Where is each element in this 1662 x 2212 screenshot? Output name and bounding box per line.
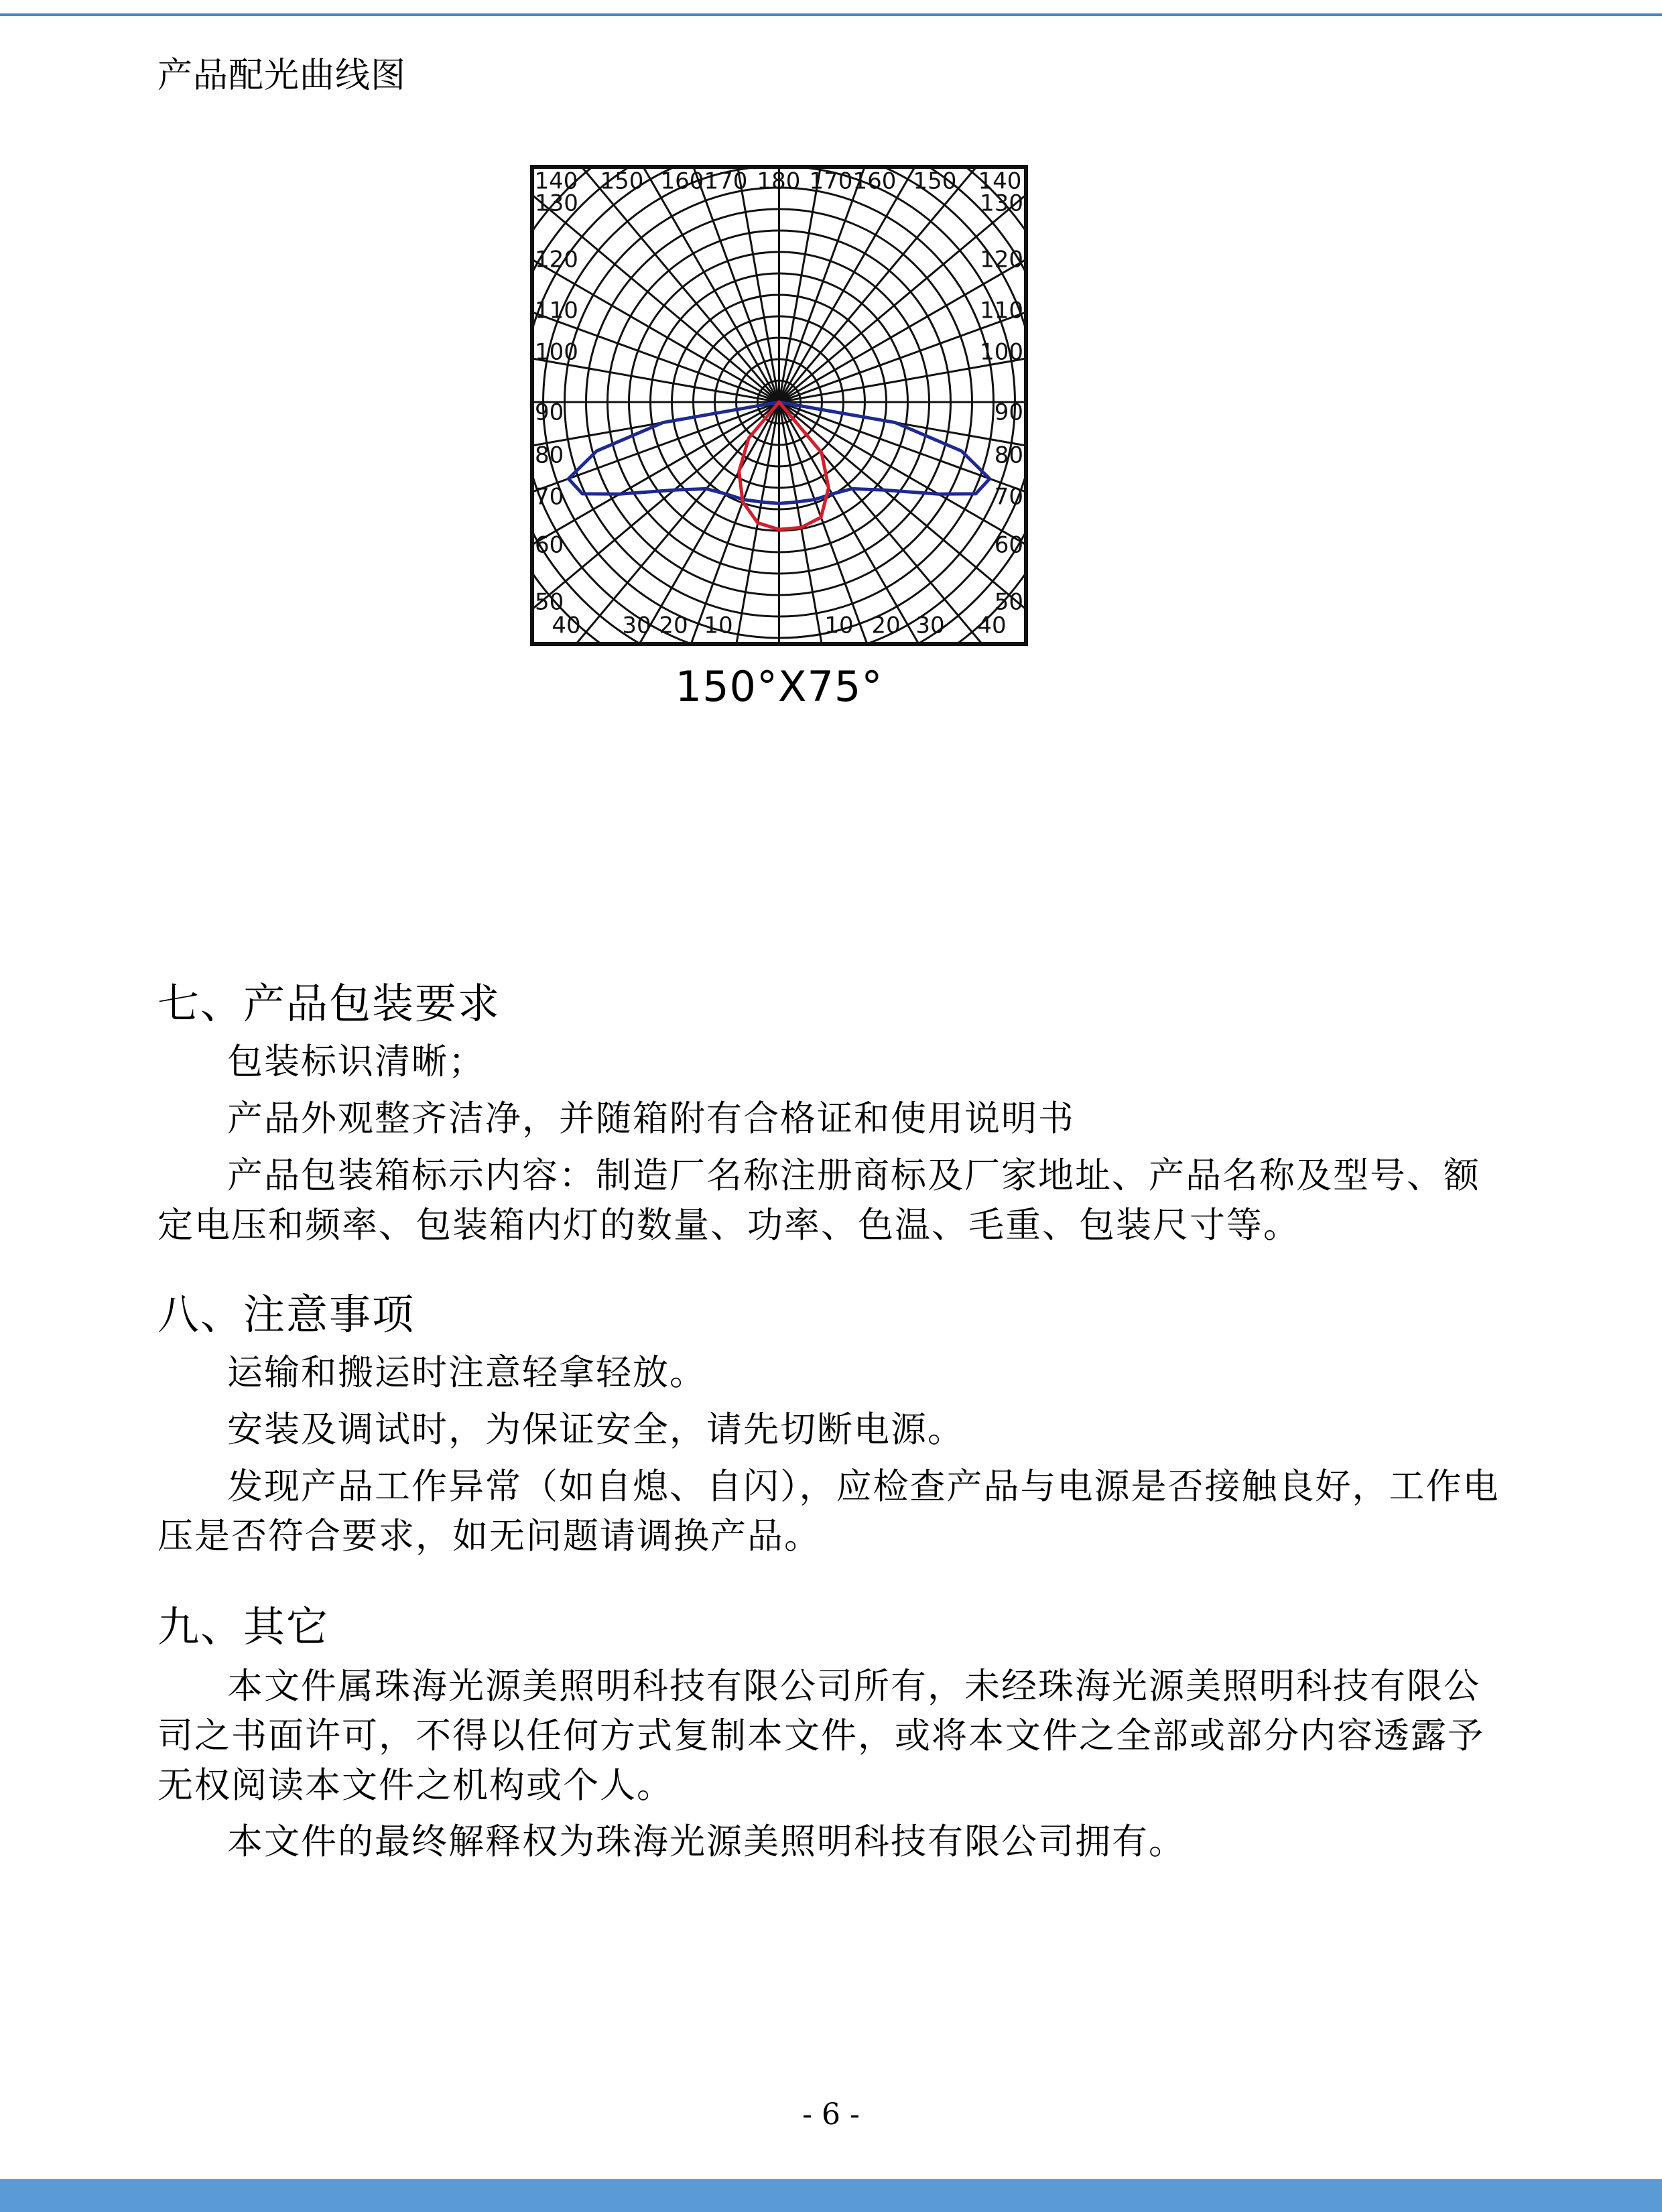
angle-label-right: 120 — [980, 246, 1023, 273]
angle-label-right: 50 — [994, 588, 1023, 616]
angle-label-right: 130 — [980, 190, 1023, 217]
paragraph: 包装标识清晰； — [227, 1041, 485, 1082]
angle-label-right: 70 — [994, 483, 1023, 511]
paragraph: 产品包装箱标示内容：制造厂名称注册商标及厂家地址、产品名称及型号、额定电压和频率、包装箱内灯的数量、功率、色温、毛重、包装尺寸等。 — [157, 1155, 1480, 1246]
paragraph: 运输和搬运时注意轻拿轻放。 — [227, 1352, 706, 1393]
angle-label-top: 170 — [704, 168, 748, 195]
paragraph: 发现产品工作异常（如自熄、自闪），应检查产品与电源是否接触良好，工作电压是否符合要求，如无问题请调换产品。 — [157, 1466, 1500, 1557]
angle-label-bottom: 30 — [622, 612, 651, 639]
angle-label-bottom: 20 — [659, 612, 688, 639]
angle-label-left: 130 — [535, 190, 578, 217]
section-title-packaging: 七、产品包装要求 — [157, 979, 501, 1028]
figure-caption: 产品配光曲线图 — [157, 56, 407, 96]
angle-label-top: 140 — [534, 168, 578, 195]
angle-label-right: 60 — [994, 531, 1023, 559]
page-number: - 6 - — [802, 2097, 860, 2132]
angle-label-top: 160 — [660, 168, 704, 195]
angle-label-left: 50 — [535, 588, 564, 616]
angle-label-top: 150 — [913, 168, 957, 195]
angle-label-bottom: 20 — [871, 612, 901, 639]
angle-label-bottom: 10 — [824, 612, 854, 639]
angle-label-right: 110 — [980, 297, 1023, 324]
angle-label-left: 80 — [535, 442, 564, 469]
angle-label-right: 100 — [980, 338, 1023, 366]
polar-chart — [529, 164, 1029, 647]
paragraph: 产品外观整齐洁净，并随箱附有合格证和使用说明书 — [227, 1098, 1075, 1139]
angle-label-bottom: 10 — [704, 612, 733, 639]
angle-label-top: 160 — [852, 168, 897, 195]
header-rule — [0, 13, 1662, 16]
angle-label-top: 150 — [600, 168, 644, 195]
angle-label-right: 80 — [994, 442, 1023, 469]
angle-label-left: 120 — [535, 246, 578, 273]
angle-label-left: 110 — [535, 297, 578, 324]
paragraph: 本文件的最终解释权为珠海光源美照明科技有限公司拥有。 — [227, 1821, 1186, 1862]
beam-angle-label: 150°X75° — [675, 662, 883, 711]
polar-grid — [529, 164, 1029, 647]
angle-label-left: 60 — [535, 531, 564, 559]
angle-label-top: 140 — [978, 168, 1022, 195]
angle-label-left: 70 — [535, 483, 564, 511]
section-title-other: 九、其它 — [157, 1602, 330, 1651]
angle-label-top: 180 — [757, 168, 801, 195]
paragraph: 安装及调试时，为保证安全，请先切断电源。 — [227, 1409, 964, 1450]
angle-label-bottom: 40 — [977, 612, 1007, 639]
angle-label-bottom: 40 — [552, 612, 581, 639]
angle-label-left: 90 — [535, 399, 564, 426]
angle-label-top: 170 — [809, 168, 853, 195]
footer-bar — [0, 2179, 1662, 2212]
angle-label-bottom: 30 — [915, 612, 945, 639]
paragraph: 本文件属珠海光源美照明科技有限公司所有，未经珠海光源美照明科技有限公司之书面许可，不得以任何方式复制本文件，或将本文件之全部或部分内容透露予无权阅读本文件之机构或个人。 — [157, 1666, 1484, 1806]
section-title-notes: 八、注意事项 — [157, 1290, 416, 1339]
angle-label-left: 100 — [535, 338, 578, 366]
polar-chart-svg — [529, 164, 1029, 647]
angle-label-right: 90 — [994, 399, 1023, 426]
